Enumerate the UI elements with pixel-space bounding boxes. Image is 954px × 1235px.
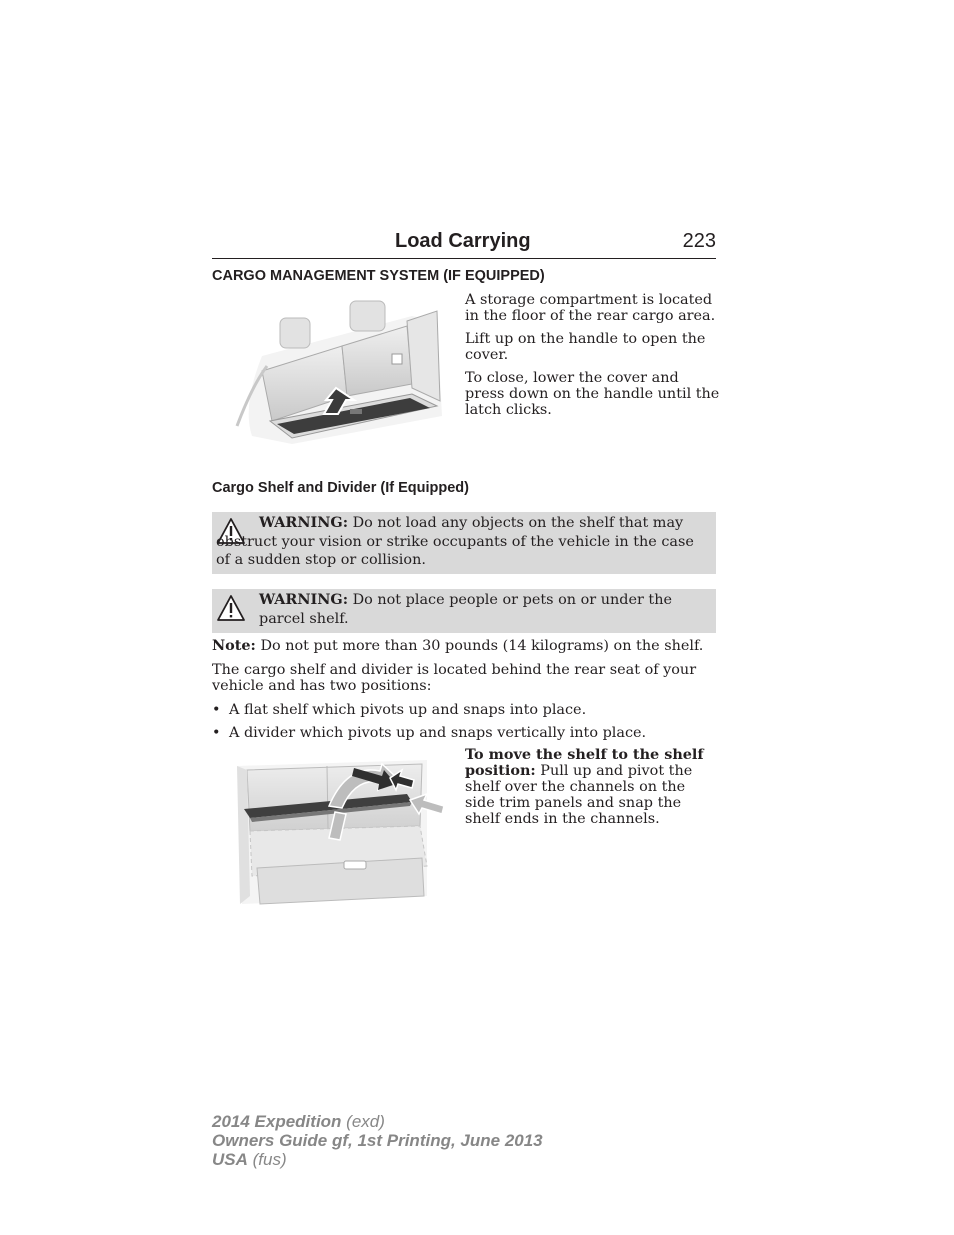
cargo-paragraph-3: To close, lower the cover and press down on the handle until the latch clicks.: [465, 370, 720, 418]
shelf-instruction-label: To move the shelf to the shelf position:: [465, 746, 704, 779]
page-footer: [212, 1112, 543, 1169]
list-item: • A flat shelf which pivots up and snaps into place.: [212, 702, 587, 718]
warning-text: [216, 514, 712, 570]
shelf-instruction: To move the shelf to the shelf position: Pull up and pivot the shelf over the channels on the side trim panels and snap the shelf ends in the channels.: [465, 746, 704, 827]
intro-paragraph: The cargo shelf and divider is located behind the rear seat of your vehicle and has two positions:: [212, 662, 697, 694]
cargo-paragraph-1: A storage compartment is located in the floor of the rear cargo area.: [465, 292, 716, 324]
cargo-paragraph-2: Lift up on the handle to open the cover.: [465, 331, 706, 363]
page-header: [212, 228, 716, 259]
chapter-title: Load Carrying: [395, 230, 531, 252]
warning-text: [259, 591, 711, 628]
note-label: Note:: [212, 637, 256, 654]
warning-body: Do not place people or pets on or under the parcel shelf.: [259, 592, 672, 627]
warning-box: [212, 512, 716, 574]
warning-body: Do not load any objects on the shelf that may obstruct your vision or strike occupants of the vehicle in the case of a sudden stop or collision.: [216, 515, 694, 568]
page-number: 223: [682, 230, 716, 252]
subsection-heading: Cargo Shelf and Divider (If Equipped): [212, 480, 469, 496]
note-text: Note: Do not put more than 30 pounds (14 kilograms) on the shelf.: [212, 637, 704, 654]
footer-guide-line: Owners Guide gf, 1st Printing, June 2013: [212, 1131, 543, 1150]
warning-label: WARNING:: [259, 591, 349, 608]
warning-label: WARNING:: [259, 514, 349, 531]
list-item: • A divider which pivots up and snaps vertically into place.: [212, 725, 647, 741]
cargo-shelf-illustration: [232, 756, 457, 906]
cargo-compartment-illustration: [232, 296, 444, 444]
warning-box: [212, 589, 716, 633]
section-heading: CARGO MANAGEMENT SYSTEM (IF EQUIPPED): [212, 268, 545, 284]
warning-triangle-icon: [216, 594, 246, 622]
footer-model-line: 2014 Expedition (exd): [212, 1112, 385, 1131]
footer-region-line: USA (fus): [212, 1150, 287, 1169]
